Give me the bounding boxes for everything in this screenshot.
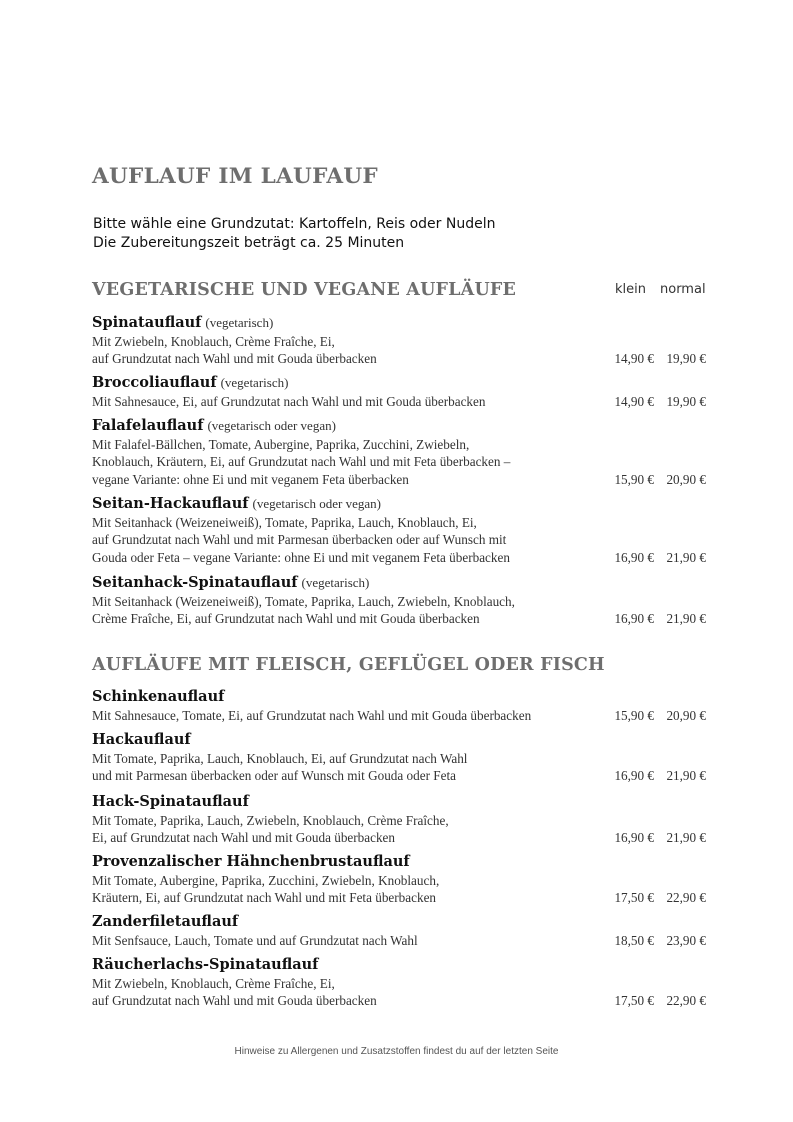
section-title-vegetarian: VEGETARISCHE UND VEGANE AUFLÄUFE — [92, 280, 517, 300]
price-normal: 20,90 € — [666, 471, 706, 487]
menu-item-header — [92, 573, 712, 593]
price-normal: 21,90 € — [666, 549, 706, 565]
menu-item-header — [92, 494, 712, 514]
price-normal: 21,90 € — [666, 611, 706, 627]
price-small: 14,90 € — [614, 351, 654, 367]
price-normal: 22,90 € — [666, 993, 706, 1009]
menu-item — [92, 573, 712, 628]
intro-text — [93, 215, 496, 253]
price-small: 15,90 € — [614, 708, 654, 723]
price-small: 16,90 € — [614, 830, 654, 846]
menu-item-header — [92, 912, 712, 932]
menu-item-diet-note: (vegetarisch) — [220, 375, 289, 390]
menu-item-name: Seitanhack-Spinatauflauf — [92, 574, 298, 591]
menu-item-description-line: Crème Fraîche, Ei, auf Grundzutat nach Wahl und mit Gouda überbacken — [92, 611, 480, 627]
menu-item-header — [92, 416, 712, 436]
price-normal: 22,90 € — [666, 890, 706, 906]
price-small: 16,90 € — [614, 768, 654, 784]
menu-item-diet-note: (vegetarisch oder vegan) — [252, 496, 381, 511]
menu-item-header — [92, 730, 712, 750]
menu-item-name: Räucherlachs-Spinatauflauf — [92, 956, 319, 973]
menu-item — [92, 373, 712, 410]
menu-item-description-line: auf Grundzutat nach Wahl und mit Gouda überbacken — [92, 351, 377, 367]
menu-item-header — [92, 313, 712, 333]
price-normal: 19,90 € — [666, 351, 706, 367]
menu-item-name: Seitan-Hackauflauf — [92, 495, 249, 512]
menu-item — [92, 792, 712, 847]
menu-item-diet-note: (vegetarisch) — [301, 575, 370, 590]
allergen-footnote: Hinweise zu Allergenen und Zusatzstoffen findest du auf der letzten Seite — [234, 1046, 559, 1057]
menu-item — [92, 416, 712, 488]
menu-item-header — [92, 852, 712, 872]
menu-item-header — [92, 687, 712, 707]
menu-item-description-line: Knoblauch, Kräutern, Ei, auf Grundzutat nach Wahl und mit Feta überbacken – — [92, 454, 511, 470]
menu-item-description-line: auf Grundzutat nach Wahl und mit Gouda überbacken — [92, 993, 377, 1009]
price-small: 16,90 € — [614, 611, 654, 627]
menu-item — [92, 852, 712, 907]
menu-item-description-line: Mit Zwiebeln, Knoblauch, Crème Fraîche, Ei, — [92, 976, 335, 991]
page-title: AUFLAUF IM LAUFAUF — [92, 164, 378, 189]
menu-item-header — [92, 792, 712, 812]
price-normal: 19,90 € — [666, 394, 706, 409]
price-normal: 21,90 € — [666, 830, 706, 846]
menu-item-description-line: Mit Falafel-Bällchen, Tomate, Aubergine, Paprika, Zucchini, Zwiebeln, — [92, 437, 470, 452]
menu-item-description-line: Mit Tomate, Aubergine, Paprika, Zucchini, Zwiebeln, Knoblauch, — [92, 873, 440, 888]
menu-item — [92, 313, 712, 368]
price-small: 17,50 € — [614, 993, 654, 1009]
column-header-small: klein — [615, 282, 646, 297]
price-normal: 21,90 € — [666, 768, 706, 784]
section-title-meat-fish: AUFLÄUFE MIT FLEISCH, GEFLÜGEL ODER FISCH — [92, 655, 605, 675]
menu-item-description-line: Mit Sahnesauce, Tomate, Ei, auf Grundzutat nach Wahl und mit Gouda überbacken — [92, 708, 532, 723]
price-small: 15,90 € — [614, 471, 654, 487]
menu-item — [92, 687, 712, 724]
menu-item-description-line: und mit Parmesan überbacken oder auf Wunsch mit Gouda oder Feta — [92, 768, 456, 784]
price-normal: 23,90 € — [666, 933, 706, 948]
menu-item-name: Broccoliauflauf — [92, 374, 217, 391]
menu-item-description-line: Kräutern, Ei, auf Grundzutat nach Wahl und mit Feta überbacken — [92, 890, 437, 906]
menu-item — [92, 730, 712, 785]
menu-item-diet-note: (vegetarisch oder vegan) — [207, 418, 336, 433]
menu-item-description-line: Gouda oder Feta – vegane Variante: ohne Ei und mit veganem Feta überbacken — [92, 549, 510, 565]
price-small: 18,50 € — [614, 933, 654, 948]
price-small: 17,50 € — [614, 890, 654, 906]
menu-item-name: Hackauflauf — [92, 731, 191, 748]
menu-item-name: Zanderfiletauflauf — [92, 913, 239, 930]
menu-item-header — [92, 955, 712, 975]
menu-item-name: Spinatauflauf — [92, 314, 202, 331]
menu-item-description-line: Mit Tomate, Paprika, Lauch, Knoblauch, Ei, auf Grundzutat nach Wahl — [92, 751, 468, 766]
menu-item-description-line: Mit Sahnesauce, Ei, auf Grundzutat nach Wahl und mit Gouda überbacken — [92, 394, 486, 409]
price-small: 16,90 € — [614, 549, 654, 565]
menu-item-description-line: Mit Senfsauce, Lauch, Tomate und auf Grundzutat nach Wahl — [92, 933, 418, 948]
price-normal: 20,90 € — [666, 708, 706, 723]
menu-item — [92, 955, 712, 1010]
menu-item-description-line: Mit Zwiebeln, Knoblauch, Crème Fraîche, Ei, — [92, 334, 335, 349]
menu-item-name: Provenzalischer Hähnchenbrustauflauf — [92, 853, 410, 870]
menu-item-header — [92, 373, 712, 393]
menu-item-description-line: Mit Tomate, Paprika, Lauch, Zwiebeln, Knoblauch, Crème Fraîche, — [92, 813, 449, 828]
menu-item-diet-note: (vegetarisch) — [205, 315, 274, 330]
menu-item — [92, 494, 712, 566]
intro-line: Die Zubereitungszeit beträgt ca. 25 Minuten — [93, 235, 405, 251]
menu-item-description-line: Mit Seitanhack (Weizeneiweiß), Tomate, Paprika, Lauch, Zwiebeln, Knoblauch, — [92, 594, 515, 609]
column-header-normal: normal — [660, 282, 706, 297]
menu-item-name: Schinkenauflauf — [92, 688, 225, 705]
intro-line: Bitte wähle eine Grundzutat: Kartoffeln, Reis oder Nudeln — [93, 216, 496, 232]
menu-item-description-line: Ei, auf Grundzutat nach Wahl und mit Gouda überbacken — [92, 830, 396, 846]
menu-item-description-line: Mit Seitanhack (Weizeneiweiß), Tomate, Paprika, Lauch, Knoblauch, Ei, — [92, 515, 477, 530]
menu-item — [92, 912, 712, 949]
price-small: 14,90 € — [614, 394, 654, 409]
menu-item-name: Falafelauflauf — [92, 417, 204, 434]
menu-item-name: Hack-Spinatauflauf — [92, 793, 249, 810]
menu-item-description-line: auf Grundzutat nach Wahl und mit Parmesan überbacken oder auf Wunsch mit — [92, 532, 507, 548]
menu-item-description-line: vegane Variante: ohne Ei und mit veganem Feta überbacken — [92, 471, 409, 487]
